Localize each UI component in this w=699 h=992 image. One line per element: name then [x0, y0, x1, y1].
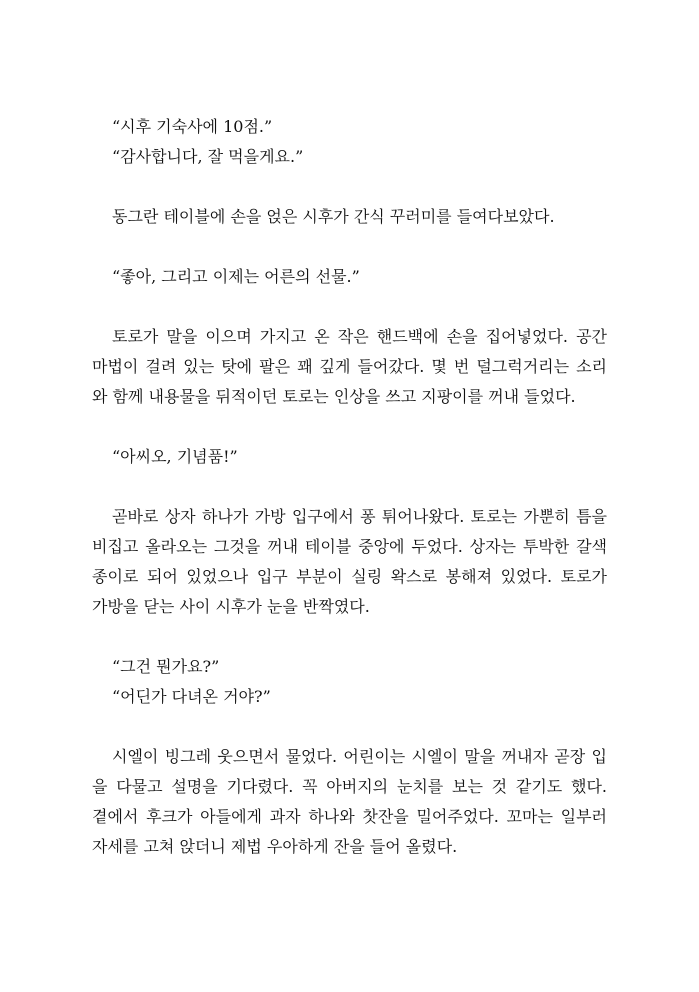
narration-line: 자세를 고쳐 앉더니 제법 우아하게 잔을 들어 올렸다. [92, 837, 458, 856]
narration-line: 동그란 테이블에 손을 얹은 시후가 간식 꾸러미를 들여다보았다. [112, 207, 555, 226]
narration-paragraph [92, 202, 607, 232]
dialogue-line: “그건 뭔가요?” [112, 657, 220, 676]
narration-line: 마법이 걸려 있는 탓에 팔은 꽤 깊게 들어갔다. 몇 번 덜그럭거리는 소리 [92, 357, 607, 376]
paragraph-gap [92, 472, 607, 502]
paragraph-gap [92, 412, 607, 442]
paragraph-gap [92, 712, 607, 742]
paragraph-gap [92, 292, 607, 322]
paragraph-gap [92, 172, 607, 202]
narration-line: 을 다물고 설명을 기다렸다. 꼭 아버지의 눈치를 보는 것 같기도 했다. [92, 777, 607, 796]
dialogue-line: “감사합니다, 잘 먹을게요.” [112, 147, 304, 166]
paragraph-gap [92, 232, 607, 262]
dialogue-line: “아씨오, 기념품!” [112, 447, 238, 466]
narration-line: 가방을 닫는 사이 시후가 눈을 반짝였다. [92, 597, 370, 616]
narration-line: 와 함께 내용물을 뒤적이던 토로는 인상을 쓰고 지팡이를 꺼내 들었다. [92, 387, 576, 406]
narration-paragraph [92, 742, 607, 862]
narration-line: 곧바로 상자 하나가 가방 입구에서 퐁 튀어나왔다. 토로는 가뿐히 틈을 [112, 507, 607, 526]
narration-line: 곁에서 후크가 아들에게 과자 하나와 찻잔을 밀어주었다. 꼬마는 일부러 [92, 807, 607, 826]
narration-line: 토로가 말을 이으며 가지고 온 작은 핸드백에 손을 집어넣었다. 공간 [112, 327, 607, 346]
narration-line: 비집고 올라오는 그것을 꺼내 테이블 중앙에 두었다. 상자는 투박한 갈색 [92, 537, 607, 556]
narration-paragraph [92, 502, 607, 622]
dialogue-line: “어딘가 다녀온 거야?” [112, 687, 271, 706]
paragraph-gap [92, 622, 607, 652]
story-text [92, 112, 607, 862]
dialogue-line: “좋아, 그리고 이제는 어른의 선물.” [112, 267, 360, 286]
dialogue-line: “시후 기숙사에 10점.” [112, 117, 273, 136]
narration-line: 시엘이 빙그레 웃으면서 물었다. 어린이는 시엘이 말을 꺼내자 곧장 입 [112, 747, 607, 766]
narration-line: 종이로 되어 있었으나 입구 부분이 실링 왁스로 봉해져 있었다. 토로가 [92, 567, 607, 586]
narration-paragraph [92, 322, 607, 412]
